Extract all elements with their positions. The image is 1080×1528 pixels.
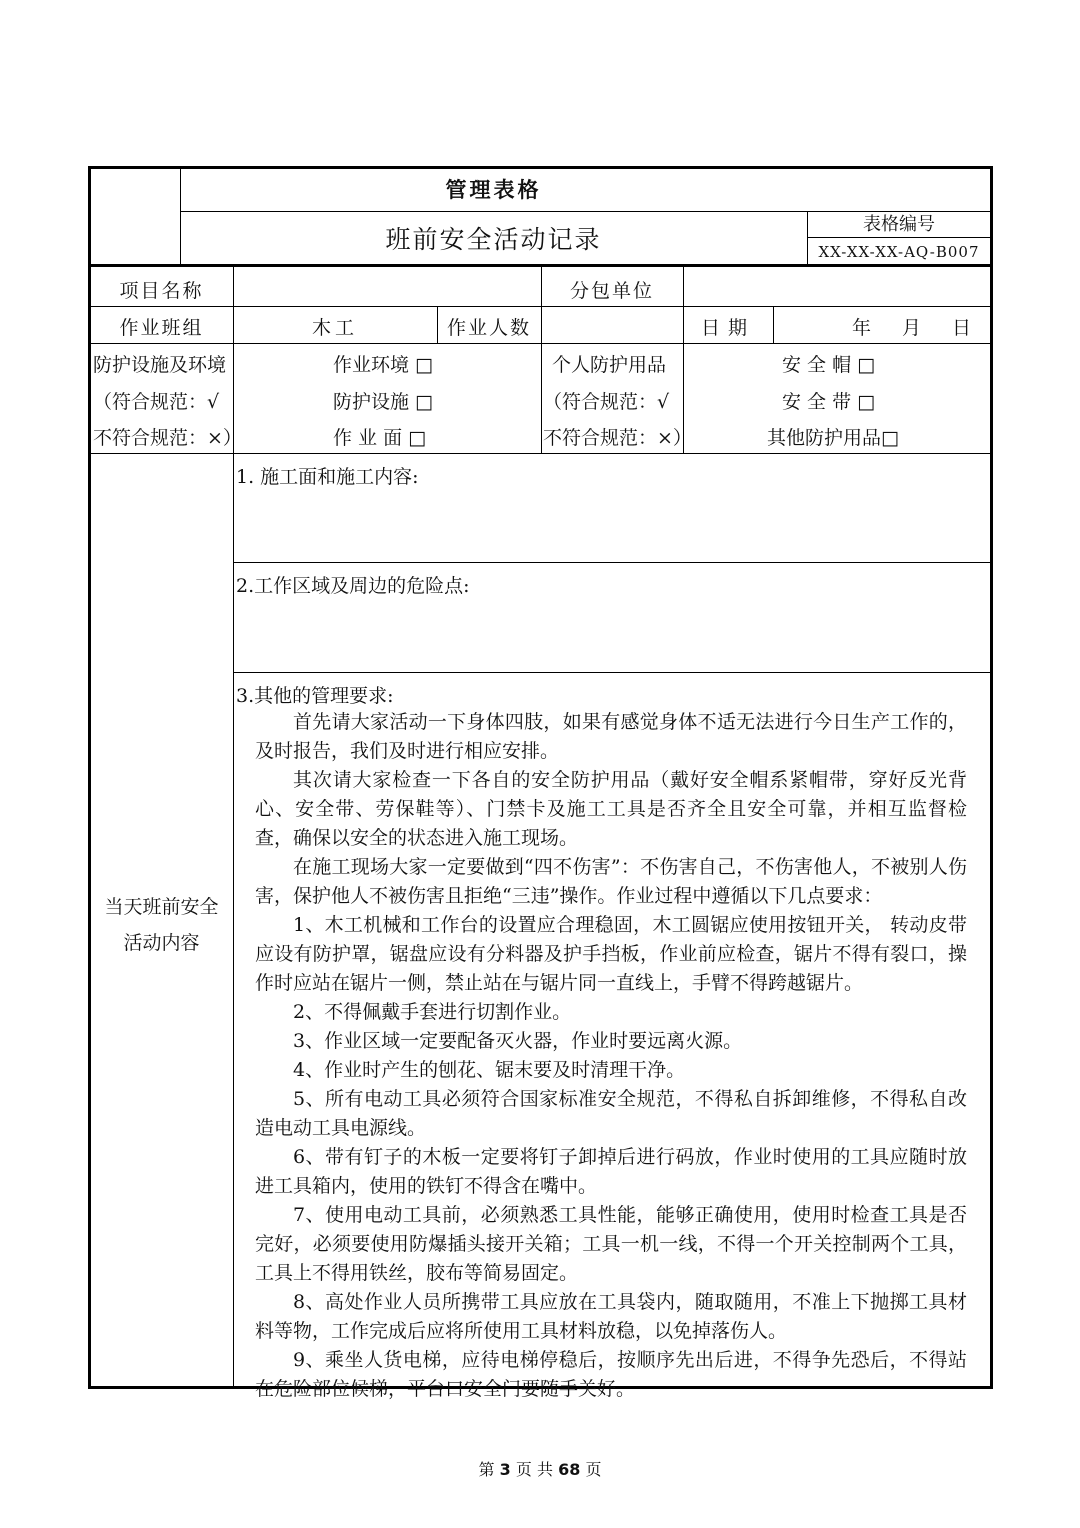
paragraph: 首先请大家活动一下身体四肢，如果有感觉身体不适无法进行今日生产工作的，及时报告，我们及时进行相应安排。 <box>255 711 967 762</box>
paragraph: 9、乘坐人货电梯，应待电梯停稳后，按顺序先出后进，不得争先恐后，不得站在危险部位候梯，平台口安全门要随手关好。 <box>255 1349 967 1400</box>
check-work-environment[interactable]: 作业环境 □ <box>333 354 433 376</box>
paragraph: 2、不得佩戴手套进行切割作业。 <box>293 1001 572 1023</box>
code-label: 表格编号 <box>863 214 935 235</box>
col-date-divider <box>773 306 774 343</box>
row3-bottom <box>90 453 991 454</box>
sec2-bottom <box>233 672 991 673</box>
ppe-label-1: 个人防护用品 <box>552 354 667 376</box>
workers-label: 作业人数 <box>446 317 531 339</box>
check-safety-belt[interactable]: 安 全 带 □ <box>782 391 876 413</box>
date-year: 年 <box>852 317 872 339</box>
paragraph: 7、使用电动工具前，必须熟悉工具性能，能够正确使用，使用时检查工具是否完好，必须要使用防爆插头接开关箱；工具一机一线，不得一个开关控制两个工具，工具上不得用铁丝，胶布等简易固定。 <box>255 1204 967 1284</box>
paragraph: 在施工现场大家一定要做到“四不伤害”：不伤害自己，不伤害他人，不被别人伤害，保护他人不被伤害且拒绝“三违”操作。作业过程中遵循以下几点要求： <box>255 856 967 907</box>
section-2-heading: 2.工作区域及周边的危险点: <box>236 575 470 597</box>
page-footer <box>0 1457 1080 1480</box>
team-value[interactable]: 木工 <box>311 317 358 339</box>
ppe-label-2: （符合规范：√ <box>543 391 670 413</box>
footer-middle: 页 共 <box>515 1460 553 1479</box>
ppe-label-3: 不符合规范：×） <box>543 427 692 449</box>
page-total: 68 <box>558 1460 581 1479</box>
date-month: 月 <box>902 317 922 339</box>
form-type: 管理表格 <box>445 178 542 202</box>
subcontractor-label: 分包单位 <box>569 280 654 302</box>
paragraph: 8、高处作业人员所携带工具应放在工具袋内，随取随用，不准上下抛掷工具材料等物，工作完成后应将所使用工具材料放稳，以免掉落伤人。 <box>255 1291 967 1342</box>
date-day: 日 <box>952 317 972 339</box>
paragraph: 4、作业时产生的刨花、锯末要及时清理干净。 <box>293 1059 686 1081</box>
check-protective-facilities[interactable]: 防护设施 □ <box>333 391 433 413</box>
project-label: 项目名称 <box>119 280 204 302</box>
paragraph: 3、作业区域一定要配备灭火器，作业时要远离火源。 <box>293 1030 743 1052</box>
paragraph: 其次请大家检查一下各自的安全防护用品（戴好安全帽系紧帽带，穿好反光背心、安全带、劳保鞋等）、门禁卡及施工工具是否齐全且安全可靠，并相互监督检查，确保以安全的状态进入施工现场。 <box>255 769 967 849</box>
date-label: 日期 <box>700 317 755 339</box>
sec1-bottom <box>233 562 991 563</box>
code-value: XX-XX-XX-AQ-B007 <box>818 243 980 261</box>
code-mid-line <box>807 237 991 238</box>
section-3-heading: 3.其他的管理要求: <box>236 685 394 707</box>
protection-label-2: （符合规范：√ <box>93 391 220 413</box>
requirements-text <box>255 708 967 1404</box>
section-1-heading: 1. 施工面和施工内容: <box>236 466 419 488</box>
page-number: 3 <box>499 1460 511 1479</box>
col-right-divider <box>683 266 684 453</box>
paragraph: 1、木工机械和工作台的设置应合理稳固，木工圆锯应使用按钮开关， 转动皮带应设有防护罩，锯盘应设有分料器及护手挡板，作业前应检查，锯片不得有裂口，操作时应站在锯片一侧，禁止站在与锯片同一直线上，手臂不得跨越锯片。 <box>255 914 967 994</box>
protection-label-3: 不符合规范：×） <box>93 427 242 449</box>
activity-label-2: 活动内容 <box>123 932 200 954</box>
activity-label-1: 当天班前安全 <box>104 896 219 918</box>
team-label: 作业班组 <box>119 317 204 339</box>
check-work-surface[interactable]: 作 业 面 □ <box>333 427 427 449</box>
protection-label-1: 防护设施及环境 <box>93 354 227 376</box>
paragraph: 6、带有钉子的木板一定要将钉子卸掉后进行码放，作业时使用的工具应随时放进工具箱内，使用的铁钉不得含在嘴中。 <box>255 1146 967 1197</box>
check-other-ppe[interactable]: 其他防护用品□ <box>767 427 899 449</box>
check-helmet[interactable]: 安 全 帽 □ <box>782 354 876 376</box>
paragraph: 5、所有电动工具必须符合国家标准安全规范，不得私自拆卸维修，不得私自改造电动工具电源线。 <box>255 1088 967 1139</box>
footer-suffix: 页 <box>585 1460 602 1479</box>
footer-prefix: 第 <box>478 1460 495 1479</box>
header-mid-line <box>180 211 991 212</box>
form-title: 班前安全活动记录 <box>385 225 602 254</box>
